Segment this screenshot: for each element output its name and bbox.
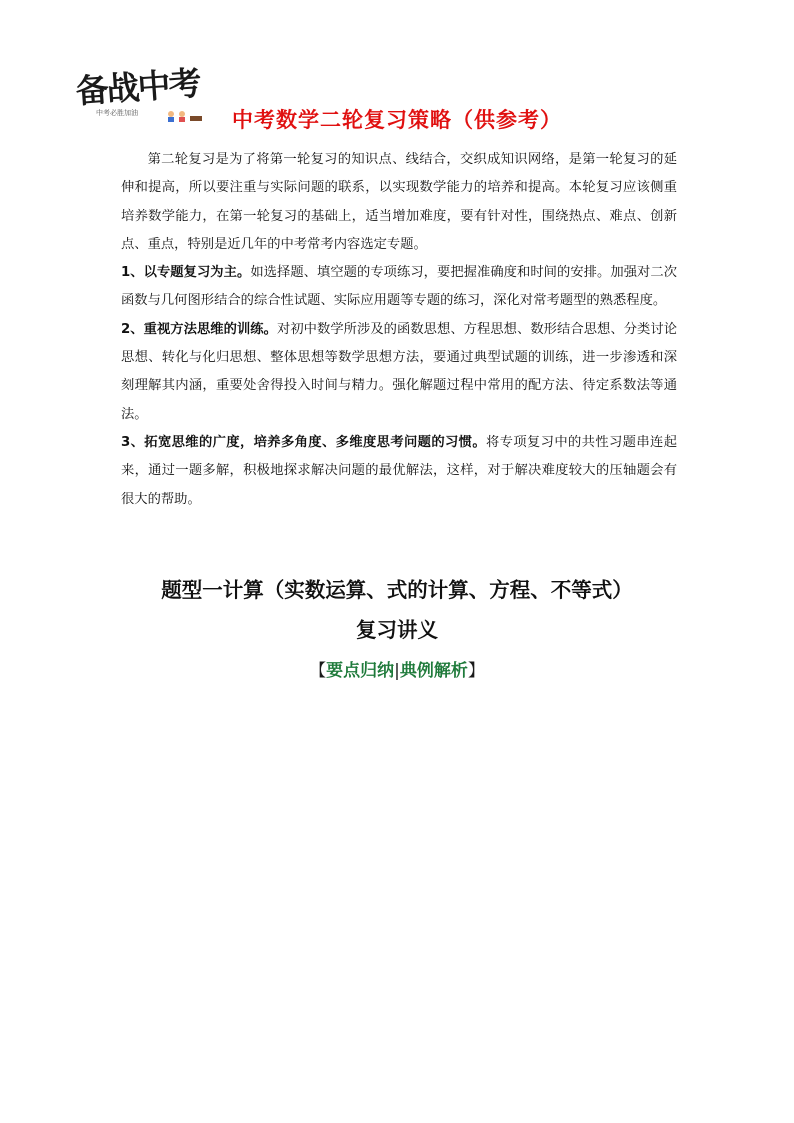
tag-examples: 典例解析 [399,661,468,681]
document-title: 中考数学二轮复习策略（供参考） [232,108,562,132]
point-1-lead: 1、以专题复习为主。 [121,265,251,281]
point-3-text: 将专项复习中的共性习题串连起来，通过一题多解，积极地探求解决问题的最优解法，这样，对于解决难度较大的压轴题会有很大的帮助。 [121,434,677,507]
intro-paragraph: 第二轮复习是为了将第一轮复习的知识点、线结合，交织成知识网络，是第一轮复习的延伸和提高，所以要注重与实际问题的联系，以实现数学能力的培养和提高。本轮复习应该侧重培养数学能力，在第一轮复习的基础上，适当增加难度，要有针对性，围绕热点、难点、创新点、重点，特别是近几年的中考常考内容选定专题。 [121,152,677,252]
point-1 [121,259,677,316]
tag-key-points: 要点归纳 [326,661,395,681]
section-subtitle: 复习讲义 [356,618,438,642]
point-3 [121,429,677,514]
point-2 [121,316,677,429]
point-1-text: 如选择题、填空题的专项练习，要把握准确度和时间的安排。加强对二次函数与几何图形结合的综合性试题、实际应用题等专题的练习，深化对常考题型的熟悉程度。 [121,265,677,309]
logo-text: 备战中考 [74,63,201,111]
section-tagline [0,656,794,681]
bracket-left: 【 [309,661,327,681]
point-2-text: 对初中数学所涉及的函数思想、方程思想、数形结合思想、分类讨论思想、转化与化归思想、整体思想等数学思想方法，要通过典型试题的训练，进一步渗透和深刻理解其内涵，重要处舍得投入时间与精力。强化解题过程中常用的配方法、待定系数法等通法。 [121,321,677,422]
logo-subtext: 中考必胜加油 [96,109,138,117]
point-2-lead: 2、重视方法思维的训练。 [121,321,277,337]
bracket-right: 】 [467,661,485,681]
point-3-lead: 3、拓宽思维的广度，培养多角度、多维度思考问题的习惯。 [121,434,486,450]
document-body [121,146,677,514]
section-title: 题型一计算（实数运算、式的计算、方程、不等式） [161,578,633,602]
tag-divider: | [394,661,400,681]
